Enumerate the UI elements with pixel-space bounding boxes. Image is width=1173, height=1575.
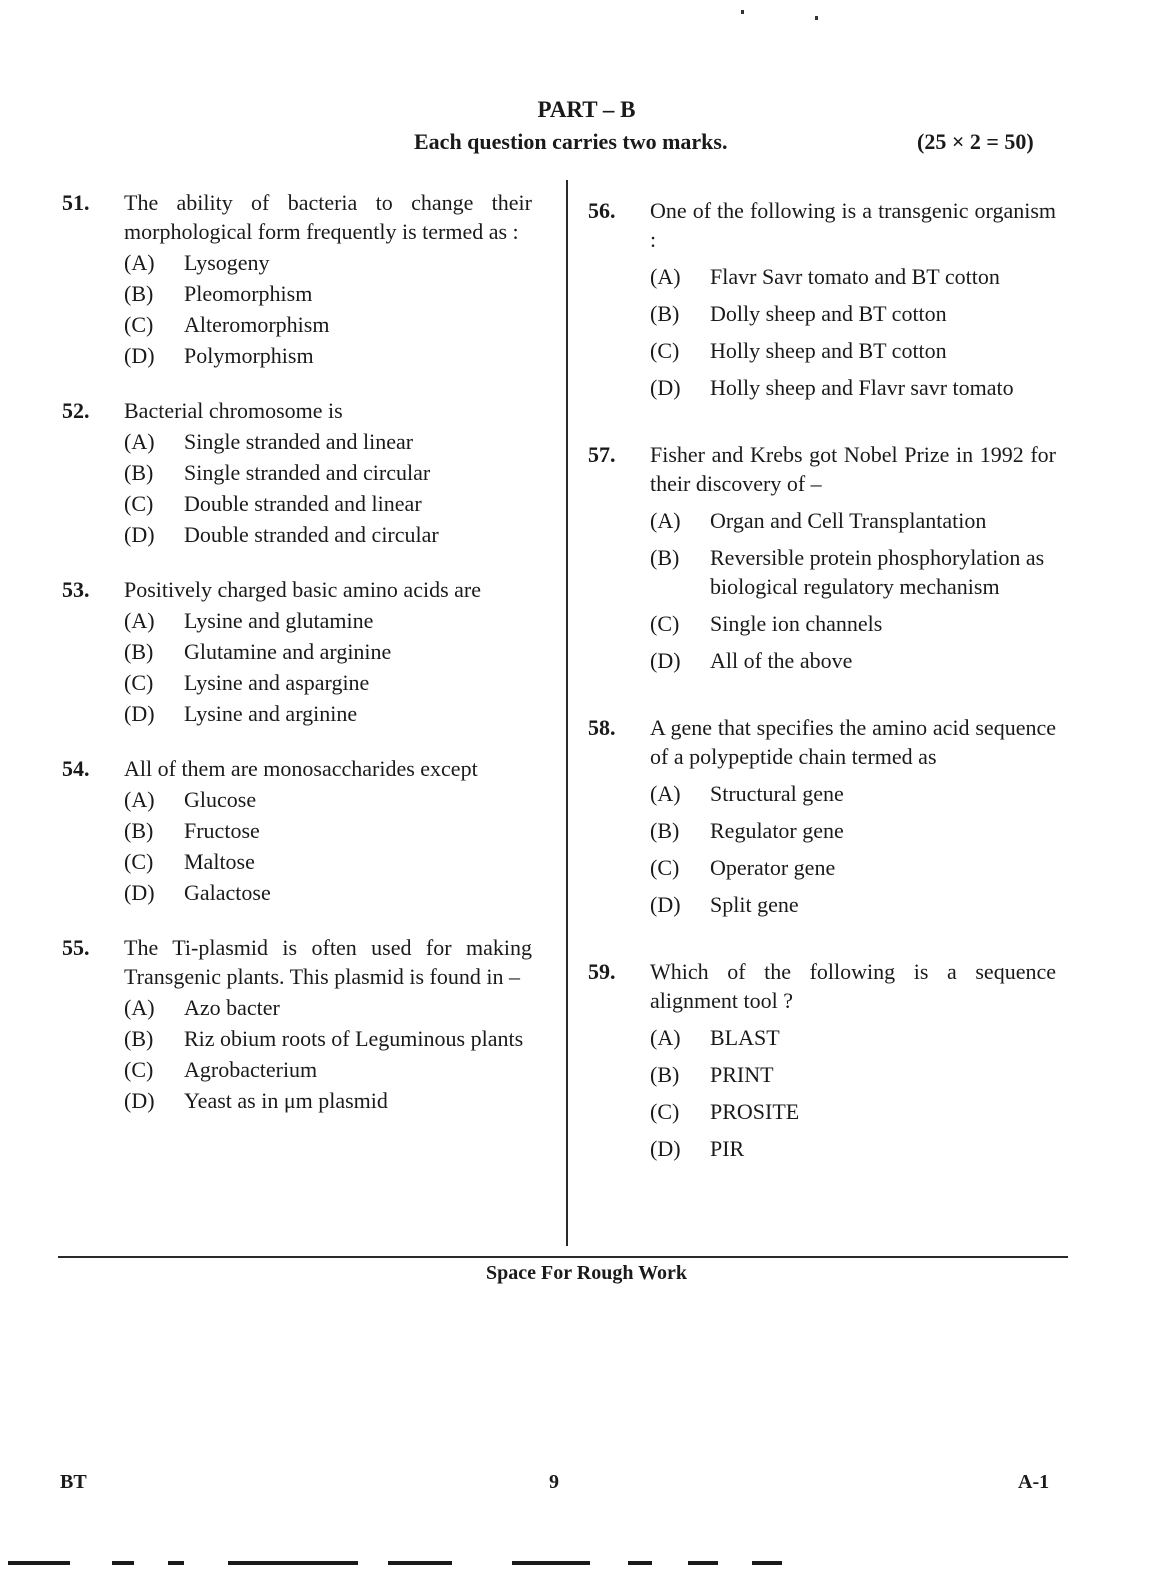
scan-edge-mark — [112, 1561, 134, 1565]
option-label: (A) — [650, 781, 681, 806]
answer-option — [124, 489, 532, 518]
option-text: Lysine and glutamine — [184, 608, 374, 633]
answer-option — [124, 1086, 532, 1115]
option-text: PIR — [710, 1136, 745, 1161]
question-text: Which of the following is a sequence alignment tool ? — [650, 959, 1056, 1013]
question-54 — [62, 754, 532, 907]
option-text: Riz obium roots of Leguminous plants — [184, 1026, 524, 1051]
answer-option — [124, 427, 532, 456]
question-51 — [62, 188, 532, 370]
scan-edge-mark — [512, 1561, 590, 1565]
option-label: (C) — [650, 338, 680, 363]
option-label: (A) — [650, 264, 681, 289]
option-text: Fructose — [184, 818, 260, 843]
answer-option — [124, 785, 532, 814]
option-text: Alteromorphism — [184, 312, 330, 337]
question-number: 56. — [588, 198, 616, 223]
option-label: (D) — [124, 701, 155, 726]
option-label: (A) — [650, 1025, 681, 1050]
option-text: Holly sheep and Flavr savr tomato — [710, 375, 1014, 400]
option-label: (B) — [124, 281, 154, 306]
option-label: (A) — [124, 787, 155, 812]
footer-booklet-series: A-1 — [1018, 1471, 1050, 1493]
answer-option — [124, 816, 532, 845]
question-number: 54. — [62, 756, 90, 781]
option-label: (A) — [124, 995, 155, 1020]
question-58 — [588, 713, 1056, 919]
answer-option — [650, 1134, 1056, 1163]
option-label: (C) — [650, 855, 680, 880]
option-label: (B) — [650, 1062, 680, 1087]
option-label: (C) — [650, 1099, 680, 1124]
answer-option — [124, 637, 532, 666]
option-label: (D) — [124, 1088, 155, 1113]
option-label: (D) — [650, 892, 681, 917]
answer-option — [124, 847, 532, 876]
option-label: (D) — [124, 880, 155, 905]
option-text: Double stranded and circular — [184, 522, 439, 547]
scan-edge-mark — [688, 1561, 718, 1565]
answer-option — [650, 609, 1056, 638]
footer-subject-code: BT — [60, 1471, 87, 1493]
question-57 — [588, 440, 1056, 675]
option-text: PRINT — [710, 1062, 774, 1087]
option-label: (B) — [124, 818, 154, 843]
answer-option — [650, 506, 1056, 535]
answer-option — [650, 646, 1056, 675]
answer-option — [124, 606, 532, 635]
option-text: Maltose — [184, 849, 255, 874]
question-number: 52. — [62, 398, 90, 423]
scan-edge-mark — [8, 1561, 70, 1565]
question-53 — [62, 575, 532, 728]
option-text: Lysine and arginine — [184, 701, 358, 726]
answer-option — [650, 373, 1056, 402]
option-label: (A) — [124, 608, 155, 633]
option-text: BLAST — [710, 1025, 780, 1050]
option-label: (D) — [650, 375, 681, 400]
option-text: Holly sheep and BT cotton — [710, 338, 947, 363]
rough-work-label: Space For Rough Work — [486, 1262, 687, 1284]
question-56 — [588, 196, 1056, 402]
question-text: All of them are monosaccharides except — [124, 756, 478, 781]
answer-option — [124, 458, 532, 487]
option-label: (A) — [124, 429, 155, 454]
option-text: Agrobacterium — [184, 1057, 318, 1082]
option-text: Glucose — [184, 787, 257, 812]
option-text: Regulator gene — [710, 818, 844, 843]
question-text: The ability of bacteria to change their morphological form frequently is termed as : — [124, 190, 532, 244]
scan-edge-mark — [388, 1561, 452, 1565]
answer-option — [650, 1097, 1056, 1126]
option-text: Operator gene — [710, 855, 836, 880]
option-label: (C) — [124, 1057, 154, 1082]
answer-option — [124, 699, 532, 728]
answer-option — [124, 310, 532, 339]
scan-edge-mark — [228, 1561, 358, 1565]
option-label: (D) — [650, 648, 681, 673]
answer-option — [650, 779, 1056, 808]
answer-option — [650, 1023, 1056, 1052]
section-instruction: Each question carries two marks. — [414, 129, 728, 154]
scan-edge-mark — [168, 1561, 184, 1565]
question-text: One of the following is a transgenic organism : — [650, 198, 1056, 252]
option-text: All of the above — [710, 648, 853, 673]
question-number: 53. — [62, 577, 90, 602]
question-number: 51. — [62, 190, 90, 215]
questions-left-column — [62, 188, 532, 1115]
question-number: 55. — [62, 935, 90, 960]
footer-page-number: 9 — [549, 1471, 559, 1493]
option-text: Galactose — [184, 880, 271, 905]
option-label: (B) — [124, 639, 154, 664]
scan-edge-mark — [752, 1561, 782, 1565]
option-label: (B) — [650, 545, 680, 570]
option-text: PROSITE — [710, 1099, 800, 1124]
option-text: Yeast as in μm plasmid — [184, 1088, 388, 1113]
option-label: (C) — [124, 491, 154, 516]
rough-work-divider — [58, 1256, 1068, 1258]
option-label: (D) — [124, 522, 155, 547]
option-label: (D) — [650, 1136, 681, 1161]
question-text: Bacterial chromosome is — [124, 398, 343, 423]
scan-speck — [815, 16, 818, 20]
option-label: (C) — [124, 312, 154, 337]
option-text: Lysogeny — [184, 250, 270, 275]
question-55 — [62, 933, 532, 1115]
option-text: Pleomorphism — [184, 281, 313, 306]
answer-option — [124, 279, 532, 308]
part-title: PART – B — [537, 97, 636, 122]
answer-option — [124, 1024, 532, 1053]
question-52 — [62, 396, 532, 549]
question-number: 58. — [588, 715, 616, 740]
answer-option — [650, 543, 1056, 601]
question-text: Fisher and Krebs got Nobel Prize in 1992 for their discovery of – — [650, 442, 1056, 496]
answer-option — [650, 262, 1056, 291]
option-label: (C) — [124, 849, 154, 874]
option-label: (B) — [124, 1026, 154, 1051]
question-text: Positively charged basic amino acids are — [124, 577, 481, 602]
column-divider — [566, 180, 568, 1246]
answer-option — [650, 336, 1056, 365]
question-59 — [588, 957, 1056, 1163]
option-text: Single stranded and linear — [184, 429, 414, 454]
option-text: Single stranded and circular — [184, 460, 431, 485]
option-label: (B) — [650, 818, 680, 843]
question-text: A gene that specifies the amino acid sequence of a polypeptide chain termed as — [650, 715, 1056, 769]
question-number: 57. — [588, 442, 616, 467]
marks-summary: (25 × 2 = 50) — [917, 129, 1034, 154]
answer-option — [650, 816, 1056, 845]
option-label: (C) — [124, 670, 154, 695]
option-label: (A) — [124, 250, 155, 275]
answer-option — [124, 341, 532, 370]
option-text: Structural gene — [710, 781, 844, 806]
answer-option — [650, 299, 1056, 328]
question-text: The Ti-plasmid is often used for making Transgenic plants. This plasmid is found in – — [124, 935, 532, 989]
answer-option — [650, 1060, 1056, 1089]
option-text: Reversible protein phosphorylation as biological regulatory mechanism — [710, 545, 1045, 599]
option-text: Double stranded and linear — [184, 491, 422, 516]
option-text: Organ and Cell Transplantation — [710, 508, 987, 533]
answer-option — [650, 890, 1056, 919]
option-text: Glutamine and arginine — [184, 639, 392, 664]
option-label: (B) — [650, 301, 680, 326]
option-label: (B) — [124, 460, 154, 485]
question-number: 59. — [588, 959, 616, 984]
questions-right-column — [588, 196, 1056, 1163]
option-label: (C) — [650, 611, 680, 636]
answer-option — [124, 1055, 532, 1084]
answer-option — [124, 520, 532, 549]
option-text: Lysine and aspargine — [184, 670, 370, 695]
scan-edge-mark — [628, 1561, 652, 1565]
option-label: (A) — [650, 508, 681, 533]
option-text: Dolly sheep and BT cotton — [710, 301, 947, 326]
option-text: Polymorphism — [184, 343, 314, 368]
answer-option — [650, 853, 1056, 882]
scan-speck — [741, 10, 744, 14]
answer-option — [124, 668, 532, 697]
option-text: Flavr Savr tomato and BT cotton — [710, 264, 1000, 289]
option-text: Azo bacter — [184, 995, 280, 1020]
option-text: Single ion channels — [710, 611, 883, 636]
answer-option — [124, 248, 532, 277]
answer-option — [124, 878, 532, 907]
answer-option — [124, 993, 532, 1022]
option-label: (D) — [124, 343, 155, 368]
option-text: Split gene — [710, 892, 799, 917]
